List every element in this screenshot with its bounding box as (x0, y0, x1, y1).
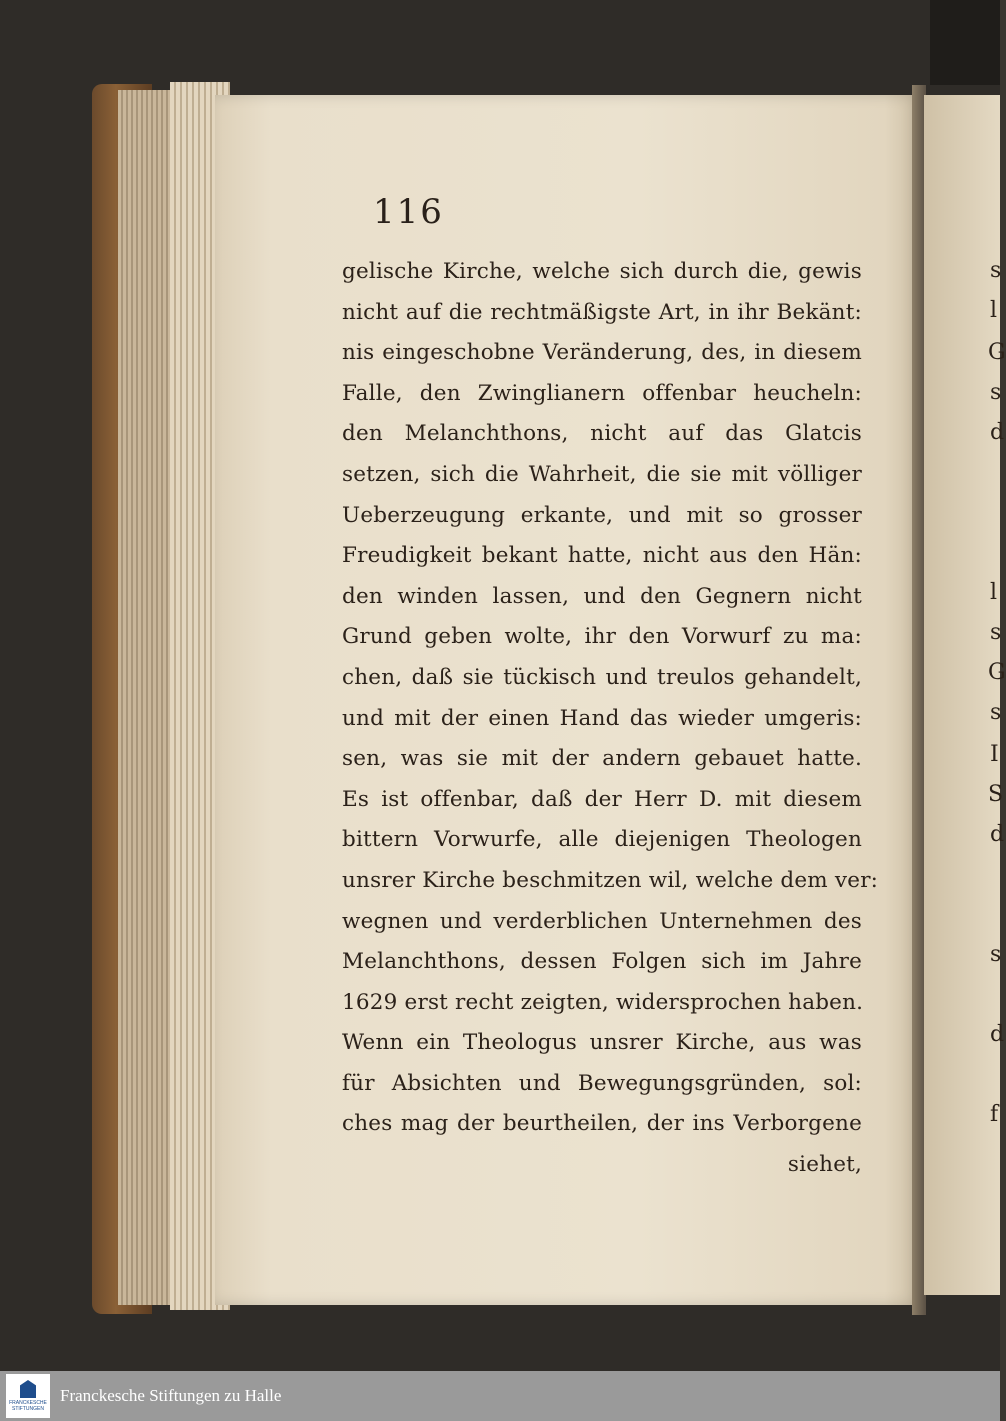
text-line: Grund geben wolte, ihr den Vorwurf zu ma: (342, 624, 862, 650)
right-page-letter: l (990, 298, 998, 323)
right-page-letter: S (988, 782, 1004, 807)
right-page-letter: f (990, 1102, 999, 1127)
text-line: Ueberzeugung erkante, und mit so grosser (342, 502, 862, 528)
right-page-letter: d (990, 420, 1005, 445)
text-line: Melanchthons, dessen Folgen sich im Jahre (342, 949, 862, 975)
text-line: Es ist offenbar, daß der Herr D. mit diesem (342, 786, 862, 812)
text-line: gelische Kirche, welche sich durch die, gewis (342, 259, 862, 284)
page-text (342, 252, 879, 1186)
logo-text: FRANCKESCHE STIFTUNGEN (9, 1400, 47, 1412)
text-line: wegnen und verderblichen Unternehmen des (342, 908, 862, 934)
text-line: nis eingeschobne Veränderung, des, in diesem (342, 340, 862, 366)
footer-bar (0, 1371, 1000, 1421)
text-line: und mit der einen Hand das wieder umgeris: (342, 705, 862, 731)
footer-title: Franckesche Stiftungen zu Halle (60, 1386, 282, 1405)
right-page-letter: G (988, 340, 1006, 365)
text-line: nicht auf die rechtmäßigste Art, in ihr Bekänt: (342, 299, 862, 325)
text-line: den Melanchthons, nicht auf das Glatcis (342, 421, 862, 447)
right-page-letter: s (990, 380, 1002, 405)
text-line: ches mag der beurtheilen, der ins Verborgene (342, 1111, 862, 1137)
background-shadow (930, 0, 1000, 85)
right-page-letter: s (990, 700, 1002, 725)
right-page-letter: l (990, 580, 998, 605)
text-line: bittern Vorwurfe, alle diejenigen Theologen (342, 827, 862, 853)
right-page-letter: s (990, 258, 1002, 283)
text-line: Falle, den Zwinglianern offenbar heucheln: (342, 380, 862, 406)
text-line: 1629 erst recht zeigten, widersprochen haben. (342, 989, 864, 1015)
text-line: unsrer Kirche beschmitzen wil, welche dem ver: (342, 867, 879, 893)
right-page-letter: G (988, 660, 1006, 685)
text-line: chen, daß sie tückisch und treulos gehandelt, (342, 664, 862, 690)
page-number: 116 (373, 192, 444, 232)
building-icon (20, 1380, 36, 1398)
right-page-letter: d (990, 1022, 1005, 1047)
text-line: setzen, sich die Wahrheit, die sie mit völliger (342, 461, 862, 487)
text-line: Freudigkeit bekant hatte, nicht aus den Hän: (342, 543, 862, 569)
text-line: sen, was sie mit der andern gebauet hatte. (342, 746, 862, 772)
right-page-letter: s (990, 942, 1002, 967)
right-page-letter: d (990, 822, 1005, 847)
right-page-letter: s (990, 620, 1002, 645)
text-line: Wenn ein Theologus unsrer Kirche, aus was (342, 1030, 862, 1056)
catchword: siehet, (787, 1152, 862, 1178)
text-line: für Absichten und Bewegungsgründen, sol: (342, 1070, 862, 1096)
right-page-letter: I (990, 742, 999, 767)
right-page-fragment (924, 95, 1000, 1295)
foundation-logo-icon (6, 1374, 50, 1418)
text-line: den winden lassen, und den Gegnern nicht (342, 583, 862, 609)
